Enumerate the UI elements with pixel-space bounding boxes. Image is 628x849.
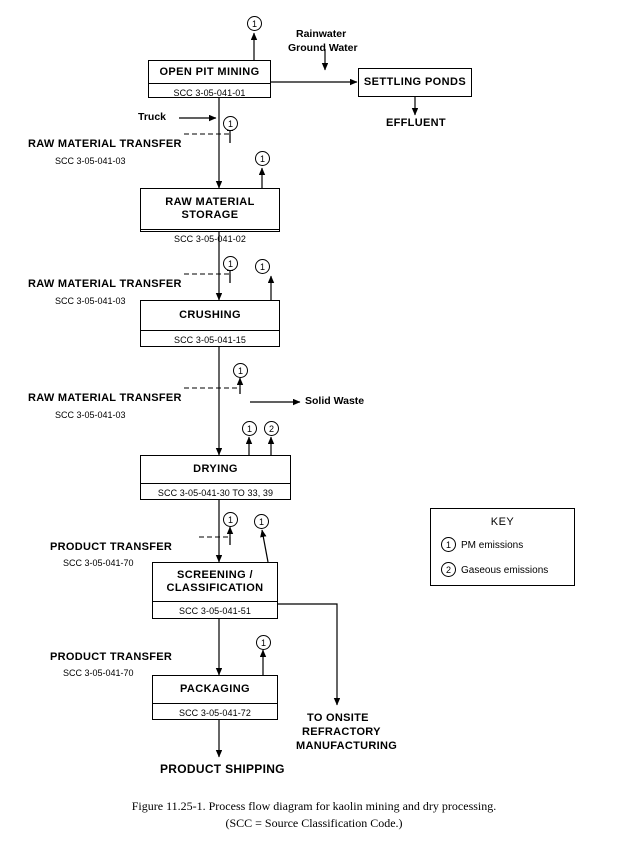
label-raw-material-transfer-3: RAW MATERIAL TRANSFER	[28, 392, 182, 404]
label-product-transfer-1-scc: SCC 3-05-041-70	[63, 558, 134, 568]
key-gaseous-marker-icon: 2	[441, 562, 456, 577]
pm-emission-marker-storage: 1	[255, 151, 270, 166]
label-raw-material-transfer-2: RAW MATERIAL TRANSFER	[28, 278, 182, 290]
key-pm-marker-icon: 1	[441, 537, 456, 552]
pm-emission-marker-truck-transfer: 1	[223, 116, 238, 131]
label-product-transfer-2: PRODUCT TRANSFER	[50, 651, 173, 663]
box-scc: SCC 3-05-041-02	[173, 234, 247, 244]
box-scc: SCC 3-05-041-72	[178, 708, 252, 718]
label-to-onsite-1: TO ONSITE	[307, 712, 369, 724]
box-title: OPEN PIT MINING	[159, 66, 260, 78]
label-ground-water: Ground Water	[288, 42, 358, 54]
key-pm-label: PM emissions	[461, 540, 524, 551]
box-title-line2: CLASSIFICATION	[166, 582, 264, 594]
label-raw-material-transfer-1-scc: SCC 3-05-041-03	[55, 156, 126, 166]
pm-emission-marker-mining: 1	[247, 16, 262, 31]
figure-caption-line1: Figure 11.25-1. Process flow diagram for kaolin mining and dry processing.	[131, 799, 497, 813]
label-effluent: EFFLUENT	[386, 117, 446, 129]
label-product-transfer-1: PRODUCT TRANSFER	[50, 541, 173, 553]
label-truck: Truck	[138, 111, 167, 123]
label-product-transfer-2-scc: SCC 3-05-041-70	[63, 668, 134, 678]
label-to-onsite-2: REFRACTORY	[302, 726, 381, 738]
label-raw-material-transfer-2-scc: SCC 3-05-041-03	[55, 296, 126, 306]
box-settling-ponds[interactable]	[358, 68, 472, 97]
box-title: CRUSHING	[179, 309, 241, 321]
box-title: DRYING	[193, 463, 238, 475]
pm-emission-marker-crushing: 1	[255, 259, 270, 274]
pm-emission-marker-drying: 1	[242, 421, 257, 436]
box-scc: SCC 3-05-041-51	[178, 606, 252, 616]
box-title: PACKAGING	[179, 683, 250, 695]
box-raw-material-storage[interactable]	[140, 188, 280, 244]
pm-emission-marker-screening: 1	[254, 514, 269, 529]
box-packaging[interactable]	[152, 675, 278, 720]
box-title-line1: SCREENING /	[177, 569, 253, 581]
box-title: SETTLING PONDS	[363, 76, 467, 88]
pm-emission-marker-product-transfer-2: 1	[256, 635, 271, 650]
label-rainwater: Rainwater	[296, 28, 347, 40]
box-open-pit-mining[interactable]	[148, 60, 271, 98]
label-product-shipping: PRODUCT SHIPPING	[160, 762, 285, 776]
key-title: KEY	[490, 516, 515, 528]
gaseous-emission-marker-drying: 2	[264, 421, 279, 436]
pm-emission-marker-transfer-2: 1	[223, 256, 238, 271]
key-gaseous-label: Gaseous emissions	[461, 565, 549, 576]
box-scc: SCC 3-05-041-30 TO 33, 39	[157, 488, 274, 498]
box-title: RAW MATERIAL STORAGE	[165, 196, 255, 221]
label-raw-material-transfer-3-scc: SCC 3-05-041-03	[55, 410, 126, 420]
box-screening-classification[interactable]	[152, 562, 278, 619]
label-raw-material-transfer-1: RAW MATERIAL TRANSFER	[28, 138, 182, 150]
label-to-onsite-3: MANUFACTURING	[296, 740, 398, 752]
box-scc: SCC 3-05-041-01	[173, 88, 246, 98]
figure-caption-line2: (SCC = Source Classification Code.)	[225, 816, 403, 830]
box-crushing[interactable]	[140, 300, 280, 347]
pm-emission-marker-product-transfer-1: 1	[223, 512, 238, 527]
box-scc: SCC 3-05-041-15	[173, 335, 247, 345]
label-solid-waste: Solid Waste	[305, 395, 365, 407]
pm-emission-marker-transfer-3: 1	[233, 363, 248, 378]
box-drying[interactable]	[140, 455, 291, 500]
